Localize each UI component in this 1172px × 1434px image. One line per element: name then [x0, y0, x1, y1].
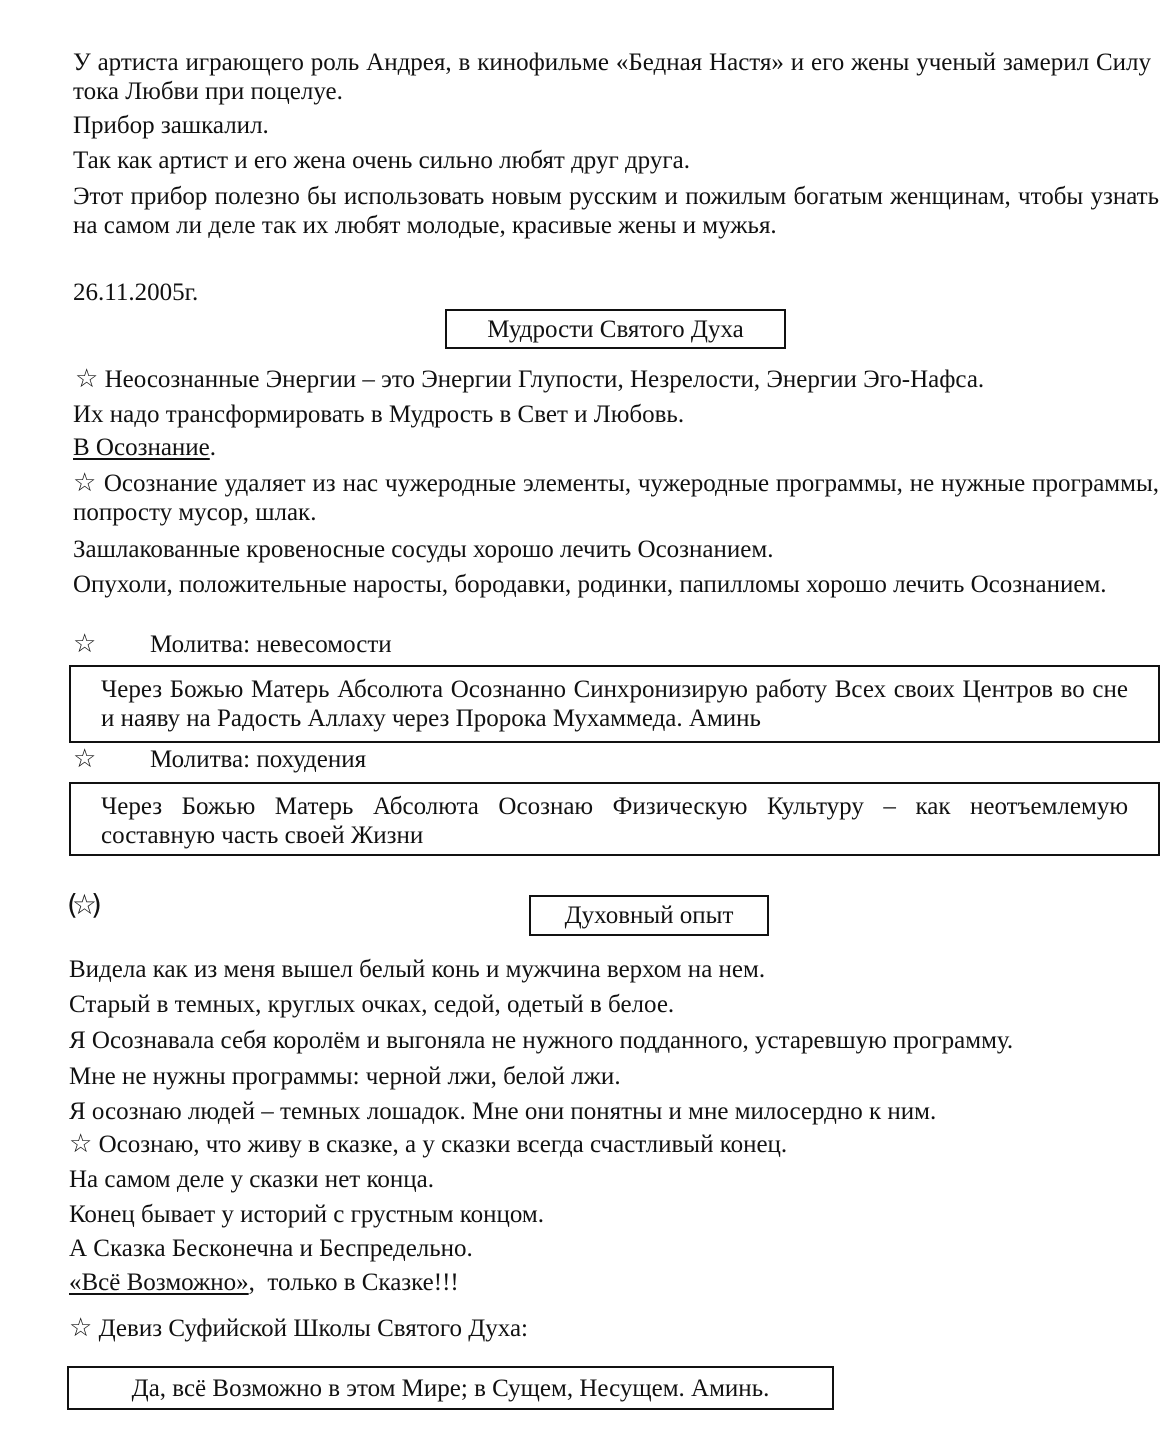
- motto-label: Девиз Суфийской Школы Святого Духа:: [98, 1315, 528, 1342]
- experience-line-10-end: , только в Сказке!!!: [248, 1269, 459, 1296]
- date-line: 26.11.2005г.: [73, 279, 199, 306]
- experience-line-10: [69, 1268, 459, 1297]
- intro-paragraph-3: Так как артист и его жена очень сильно любят друг друга.: [73, 147, 690, 174]
- experience-line-3: Я Осознавала себя королём и выгоняла не нужного подданного, устаревшую программу.: [69, 1027, 1014, 1054]
- star-icon: ☆: [69, 1313, 93, 1343]
- prayer-2-label-line: [73, 744, 367, 774]
- awareness-underlined: В Осознание: [73, 434, 210, 461]
- star-icon: ☆: [73, 744, 97, 774]
- wisdom-line-1-text: Неосознанные Энергии – это Энергии Глупости, Незрелости, Энергии Эго-Нафса.: [104, 366, 985, 393]
- intro-paragraph-1: У артиста играющего роль Андрея, в кинофильме «Бедная Настя» и его жены ученый замерил Силу тока Любви при поцелуе.: [73, 49, 1151, 105]
- experience-line-4: Мне не нужны программы: черной лжи, белой лжи.: [69, 1063, 621, 1090]
- experience-line-2: Старый в темных, круглых очках, седой, одетый в белое.: [69, 991, 675, 1018]
- experience-line-8: Конец бывает у историй с грустным концом.: [69, 1201, 544, 1228]
- experience-star-line: [69, 1130, 787, 1159]
- prayer-2-text: Через Божью Матерь Абсолюта Осознаю Физическую Культуру – как неотъемлемую составную часть своей Жизни: [101, 793, 1128, 849]
- experience-line-9: А Сказка Бесконечна и Беспредельно.: [69, 1235, 473, 1262]
- wisdom-title-box: [445, 309, 786, 349]
- prayer-1-text: Через Божью Матерь Абсолюта Осознанно Синхронизирую работу Всех своих Центров во сне и наяву на Радость Аллаху через Пророка Мухаммеда. Аминь: [101, 676, 1128, 732]
- prayer-1-label: Молитва: невесомости: [150, 631, 392, 658]
- wisdom-line-4-text: Осознание удаляет из нас чужеродные элементы, чужеродные программы, не нужные программы, попросту мусор, шлак.: [73, 470, 1159, 526]
- wisdom-line-3: [73, 433, 216, 462]
- intro-paragraph-2: Прибор зашкалил.: [73, 112, 269, 139]
- motto-box: [67, 1366, 834, 1410]
- star-icon: ☆: [75, 364, 99, 394]
- wisdom-line-5: Зашлакованные кровеносные сосуды хорошо лечить Осознанием.: [73, 536, 774, 563]
- wisdom-title: Мудрости Святого Духа: [487, 315, 744, 343]
- prayer-2-label: Молитва: похудения: [150, 746, 367, 773]
- wisdom-star-line-2: [73, 469, 1159, 527]
- moon-star-icon: (☆): [67, 888, 96, 921]
- prayer-1-label-line: [73, 629, 392, 659]
- star-icon: ☆: [69, 1129, 93, 1159]
- experience-line-7: На самом деле у сказки нет конца.: [69, 1166, 434, 1193]
- prayer-1-box: [69, 665, 1160, 743]
- experience-line-1: Видела как из меня вышел белый конь и мужчина верхом на нем.: [69, 956, 766, 983]
- experience-title-box: [529, 895, 769, 936]
- wisdom-line-3-end: .: [209, 434, 217, 461]
- wisdom-star-line-1: [75, 365, 984, 394]
- star-icon: ☆: [73, 468, 97, 498]
- star-icon: ☆: [73, 629, 97, 659]
- motto-label-line: [69, 1314, 528, 1343]
- intro-paragraph-4: Этот прибор полезно бы использовать новым русским и пожилым богатым женщинам, чтобы узнать на самом ли деле так их любят молодые, красивые жены и мужья.: [73, 183, 1159, 239]
- prayer-2-box: [69, 782, 1160, 856]
- experience-line-5: Я осознаю людей – темных лошадок. Мне они понятны и мне милосердно к ним.: [69, 1098, 937, 1125]
- experience-line-6-text: Осознаю, что живу в сказке, а у сказки всегда счастливый конец.: [98, 1131, 788, 1158]
- experience-title: Духовный опыт: [564, 902, 734, 929]
- motto-text: Да, всё Возможно в этом Мире; в Сущем, Несущем. Аминь.: [131, 1374, 770, 1402]
- everything-possible-underlined: «Всё Возможно»: [69, 1269, 249, 1296]
- wisdom-line-6: Опухоли, положительные наросты, бородавки, родинки, папилломы хорошо лечить Осознанием.: [73, 571, 1107, 598]
- wisdom-line-2: Их надо трансформировать в Мудрость в Свет и Любовь.: [73, 401, 685, 428]
